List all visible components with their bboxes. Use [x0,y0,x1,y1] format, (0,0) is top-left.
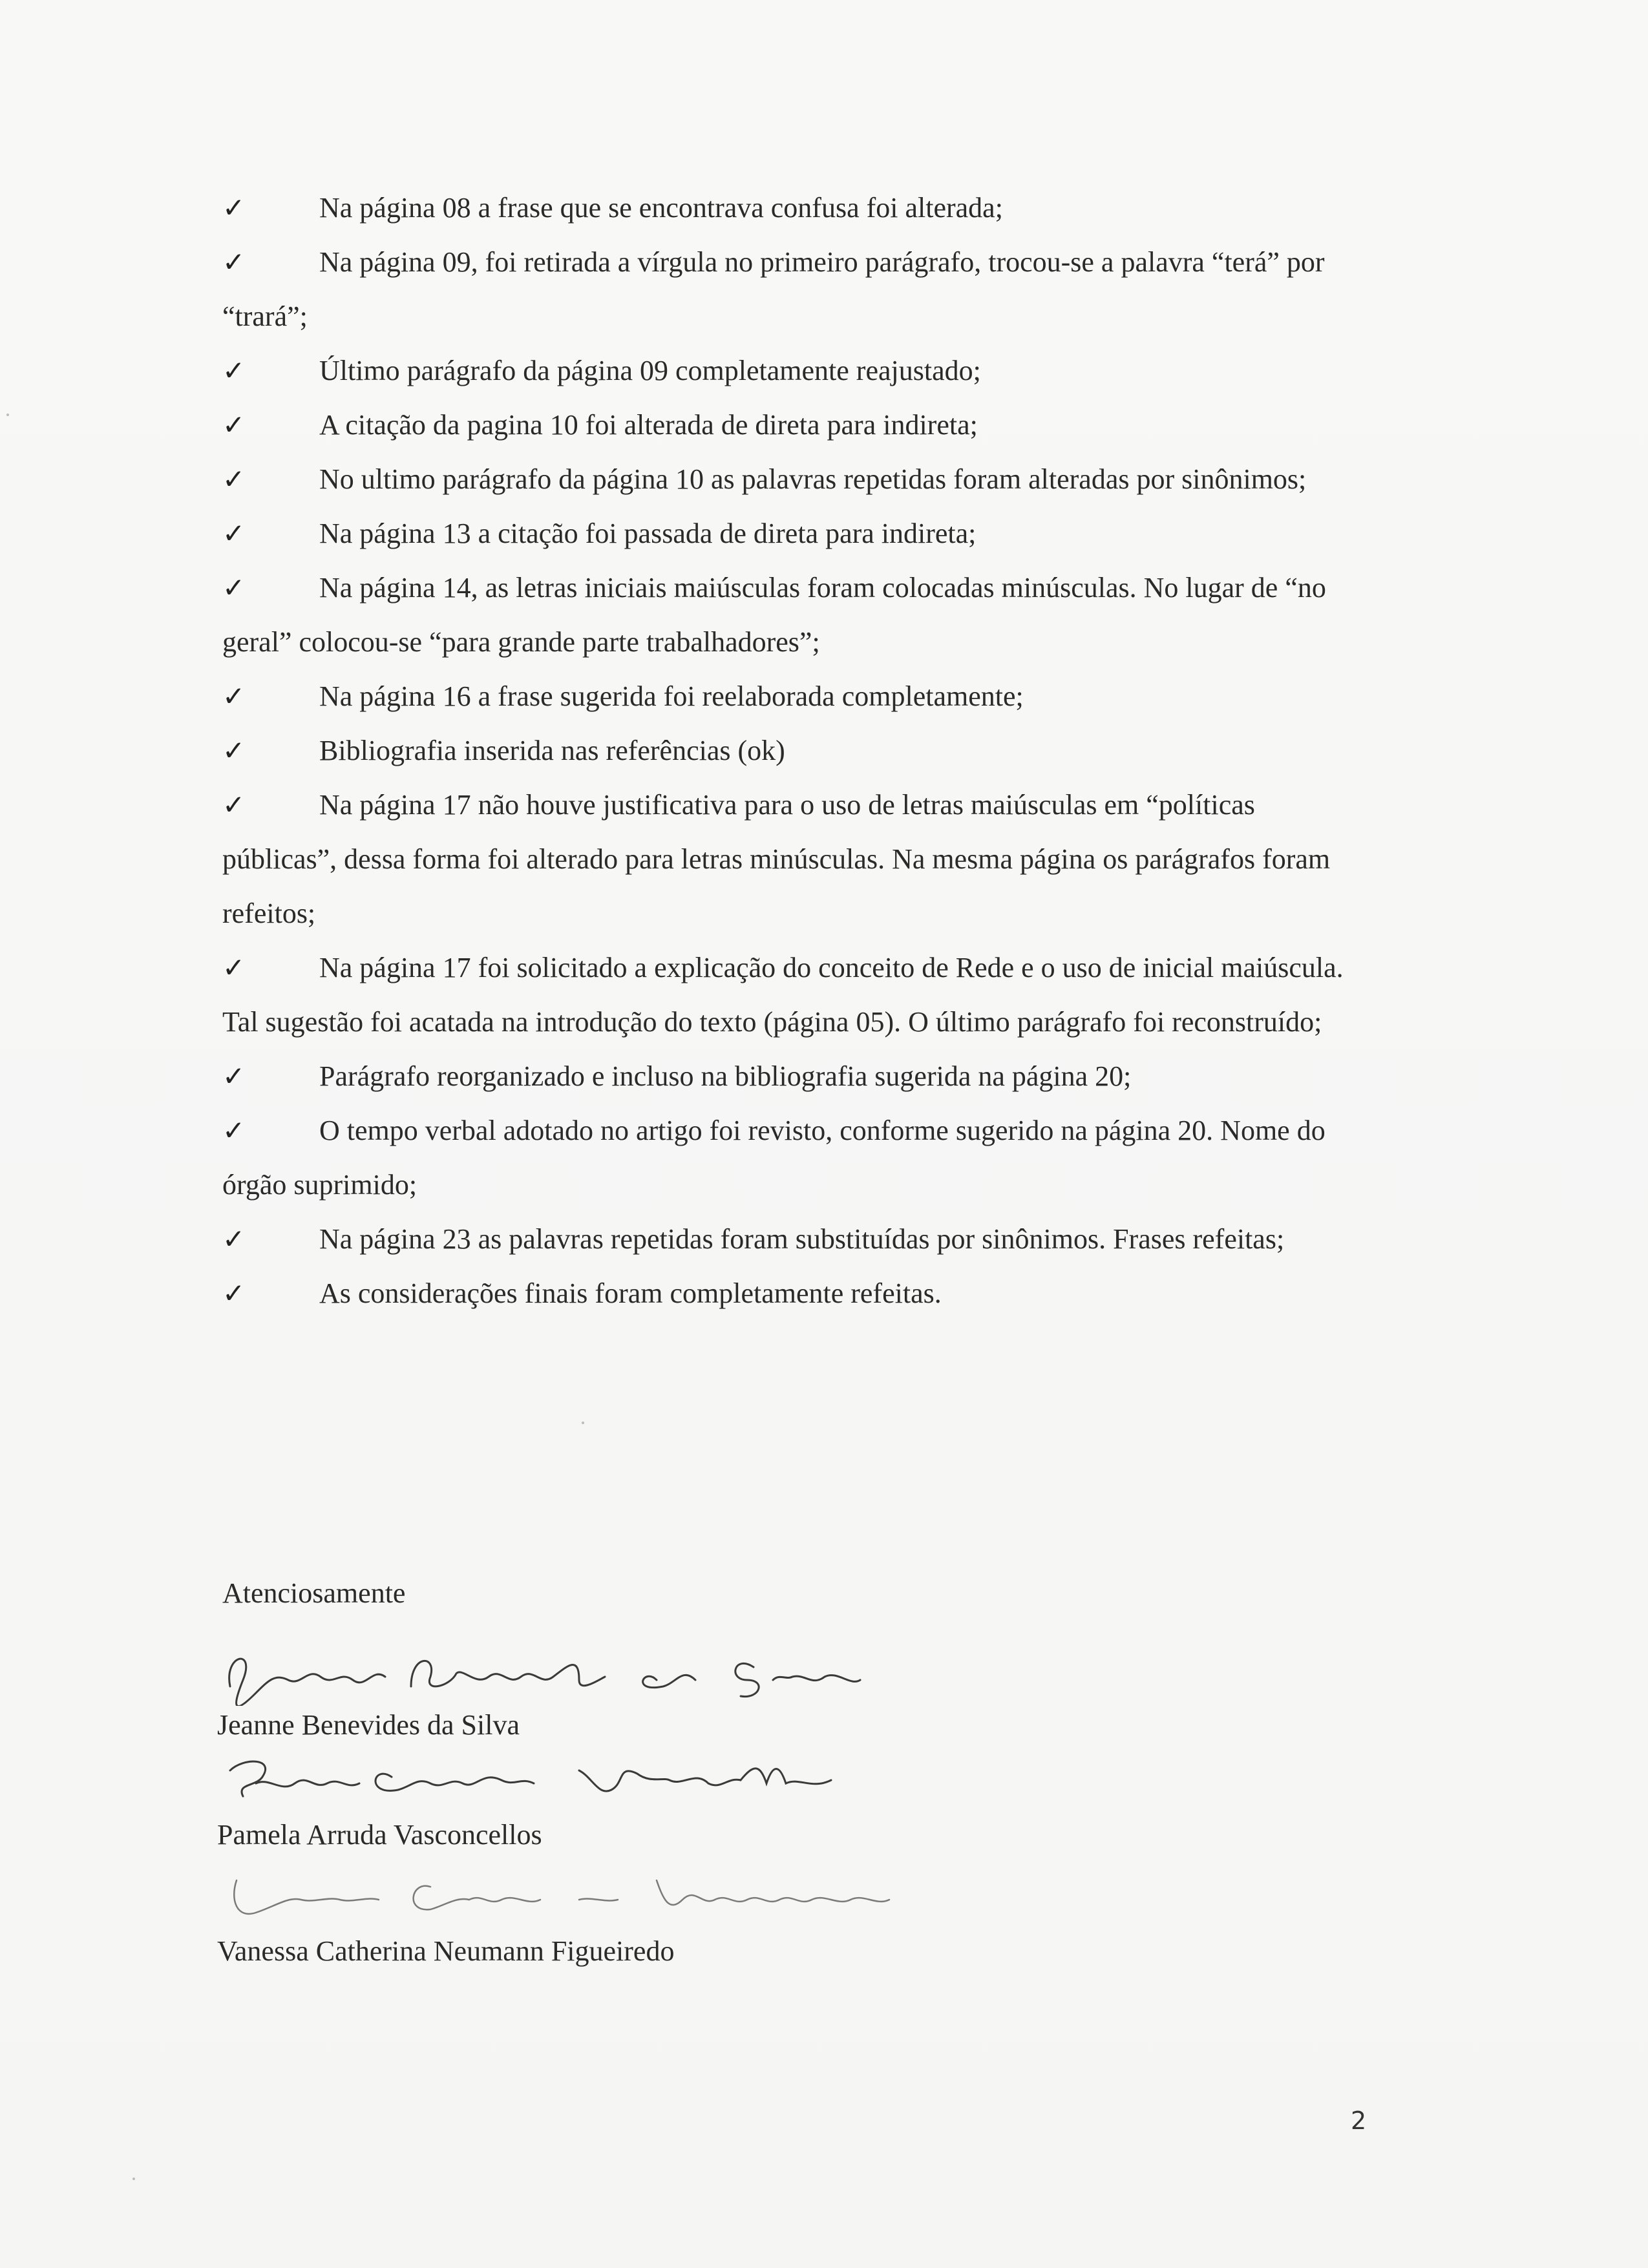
list-item-text: Na página 08 a frase que se encontrava confusa foi alterada; [319,192,1003,224]
list-item [222,235,1360,344]
list-item [222,1104,1360,1212]
list-item [222,724,1360,778]
list-item [222,1212,1360,1266]
check-icon: ✓ [222,952,246,983]
check-icon: ✓ [222,518,246,549]
closing-salutation: Atenciosamente [222,1577,406,1609]
list-item-text: Parágrafo reorganizado e incluso na bibliografia sugerida na página 20; [319,1060,1132,1092]
handwritten-signature [217,1861,928,1932]
check-icon: ✓ [222,1060,246,1092]
handwritten-signature [217,1745,863,1816]
list-item [222,561,1360,669]
signatory-name: Jeanne Benevides da Silva [217,1709,520,1741]
check-icon: ✓ [222,1277,246,1309]
list-item-text: As considerações finais foram completamente refeitas. [319,1277,942,1309]
scan-speck [132,2178,135,2180]
list-item [222,1266,1360,1321]
list-item-text: Bibliografia inserida nas referências (ok) [319,735,785,766]
check-icon: ✓ [222,409,246,441]
list-item-text: Último parágrafo da página 09 completamente reajustado; [319,355,981,386]
list-item [222,507,1360,561]
signature-block [217,1745,863,1854]
check-icon: ✓ [222,192,246,224]
signatory-name: Vanessa Catherina Neumann Figueiredo [217,1935,675,1967]
page-number: 2 [1351,2106,1367,2135]
list-item-text: No ultimo parágrafo da página 10 as palavras repetidas foram alteradas por sinônimos; [319,463,1307,495]
list-item [222,181,1360,235]
list-item-text: O tempo verbal adotado no artigo foi revisto, conforme sugerido na página 20. Nome do órgão suprimido; [222,1115,1326,1201]
list-item [222,669,1360,724]
signature-block [217,1861,928,1971]
signatory-name: Pamela Arruda Vasconcellos [217,1819,542,1851]
check-icon: ✓ [222,572,246,604]
scan-speck [6,414,9,416]
list-item [222,344,1360,398]
list-item-text: Na página 23 as palavras repetidas foram substituídas por sinônimos. Frases refeitas; [319,1223,1285,1255]
list-item-text: Na página 09, foi retirada a vírgula no primeiro parágrafo, trocou-se a palavra “terá” por “trará”; [222,246,1325,332]
check-icon: ✓ [222,463,246,495]
signature-block [217,1641,863,1745]
check-icon: ✓ [222,1115,246,1146]
list-item-text: Na página 17 foi solicitado a explicação do conceito de Rede e o uso de inicial maiúscula. Tal sugestão foi acatada na introdução do texto (página 05). O último parágrafo foi reconstruído; [222,952,1344,1038]
list-item-text: Na página 14, as letras iniciais maiúsculas foram colocadas minúsculas. No lugar de “no geral” colocou-se “para grande parte trabalhadores”; [222,572,1326,658]
list-item-text: Na página 16 a frase sugerida foi reelaborada completamente; [319,680,1024,712]
check-icon: ✓ [222,789,246,821]
list-item [222,452,1360,507]
list-item [222,398,1360,452]
check-icon: ✓ [222,1223,246,1255]
list-item-text: Na página 17 não houve justificativa para o uso de letras maiúsculas em “políticas públicas”, dessa forma foi alterado para letras minúsculas. Na mesma página os parágrafos foram refeitos; [222,789,1331,929]
list-item [222,941,1360,1049]
list-item-text: A citação da pagina 10 foi alterada de direta para indireta; [319,409,978,441]
list-item [222,1049,1360,1104]
scan-speck [582,1422,584,1424]
list-item-text: Na página 13 a citação foi passada de direta para indireta; [319,518,977,549]
handwritten-signature [217,1641,863,1706]
check-icon: ✓ [222,246,246,278]
check-icon: ✓ [222,680,246,712]
revision-list [222,181,1360,1321]
check-icon: ✓ [222,355,246,386]
list-item [222,778,1360,941]
check-icon: ✓ [222,735,246,766]
